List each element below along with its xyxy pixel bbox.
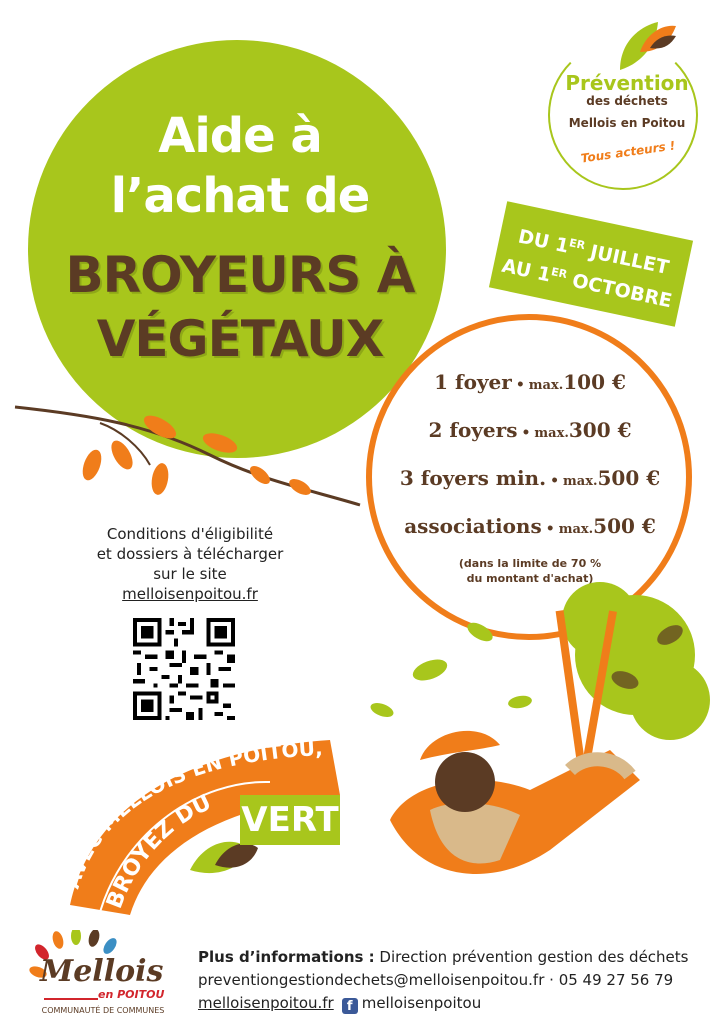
- footer-website-link[interactable]: melloisenpoitou.fr: [198, 994, 334, 1012]
- logo-ring: [548, 40, 698, 190]
- gardener-illustration: [370, 560, 720, 920]
- date-line-1-sup: ER: [567, 236, 587, 253]
- price-max: max.: [528, 378, 564, 393]
- price-note-line-1: (dans la limite de 70 %: [458, 557, 602, 570]
- date-line-2-sup: ER: [549, 265, 569, 282]
- price-amount: 500 €: [597, 466, 661, 490]
- footer-contact: [198, 946, 713, 1015]
- price-amount: 300 €: [568, 418, 632, 442]
- vert-box: VERT: [240, 795, 340, 845]
- price-amount: 500 €: [593, 514, 656, 538]
- slogan-line-1-text: AVEC MELLOIS EN POITOU,: [59, 736, 324, 892]
- title-line-3: BROYEURS À: [65, 246, 415, 304]
- title-line-2: l’achat de: [110, 168, 370, 224]
- date-line-1-a: DU 1: [516, 225, 571, 258]
- title-line-4: VÉGÉTAUX: [96, 310, 384, 368]
- price-row: [380, 514, 680, 538]
- price-dot: •: [521, 425, 531, 441]
- footer-info-text: Direction prévention gestion des déchets: [374, 948, 689, 966]
- info-line-1: Conditions d'éligibilité: [106, 525, 274, 543]
- logo-subtitle: des déchets: [586, 94, 668, 108]
- price-max: max.: [558, 522, 594, 537]
- logo-title: Prévention: [565, 71, 689, 95]
- mellois-logo-word: Mellois: [40, 954, 164, 989]
- price-row: [380, 466, 680, 490]
- logo-slogan: Tous acteurs !: [579, 138, 677, 166]
- date-line-1-b: JUILLET: [581, 239, 671, 279]
- date-line-2-a: AU 1: [499, 254, 553, 287]
- price-max: max.: [534, 426, 569, 441]
- price-row: [380, 370, 680, 394]
- mellois-logo-sub: en POITOU: [98, 988, 165, 1001]
- facebook-icon[interactable]: f: [342, 998, 358, 1014]
- price-label: 2 foyers: [428, 418, 518, 442]
- price-label: 1 foyer: [434, 370, 512, 394]
- mellois-logo-comm: COMMUNAUTÉ DE COMMUNES: [41, 1006, 165, 1015]
- price-dot: •: [515, 377, 525, 393]
- footer-email-link[interactable]: preventiongestiondechets@melloisenpoitou.fr: [198, 971, 545, 989]
- footer-separator: ·: [544, 971, 559, 989]
- info-website-link[interactable]: melloisenpoitou.fr: [122, 585, 258, 603]
- footer-facebook-link[interactable]: melloisenpoitou: [361, 994, 482, 1012]
- logo-area: Mellois en Poitou: [568, 116, 686, 130]
- price-amount: 100 €: [563, 370, 626, 394]
- title-line-1: Aide à: [158, 108, 322, 164]
- date-line-2-b: OCTOBRE: [563, 268, 674, 313]
- price-max: max.: [563, 474, 598, 489]
- price-dot: •: [550, 473, 560, 489]
- price-note-line-2: du montant d'achat): [466, 572, 594, 585]
- price-label: 3 foyers min.: [399, 466, 547, 490]
- price-label: associations: [404, 514, 542, 538]
- info-line-2: et dossiers à télécharger: [96, 545, 284, 563]
- price-row: [380, 418, 680, 442]
- price-dot: •: [545, 521, 555, 537]
- branch-illustration: [10, 395, 370, 515]
- eligibility-info: [70, 524, 310, 604]
- footer-phone[interactable]: 05 49 27 56 79: [558, 971, 674, 989]
- slogan-line-2-text: BROYEZ DU: [102, 790, 216, 913]
- footer-info-label: Plus d’informations :: [198, 948, 375, 966]
- info-line-3: sur le site: [153, 565, 227, 583]
- date-banner: [489, 201, 693, 327]
